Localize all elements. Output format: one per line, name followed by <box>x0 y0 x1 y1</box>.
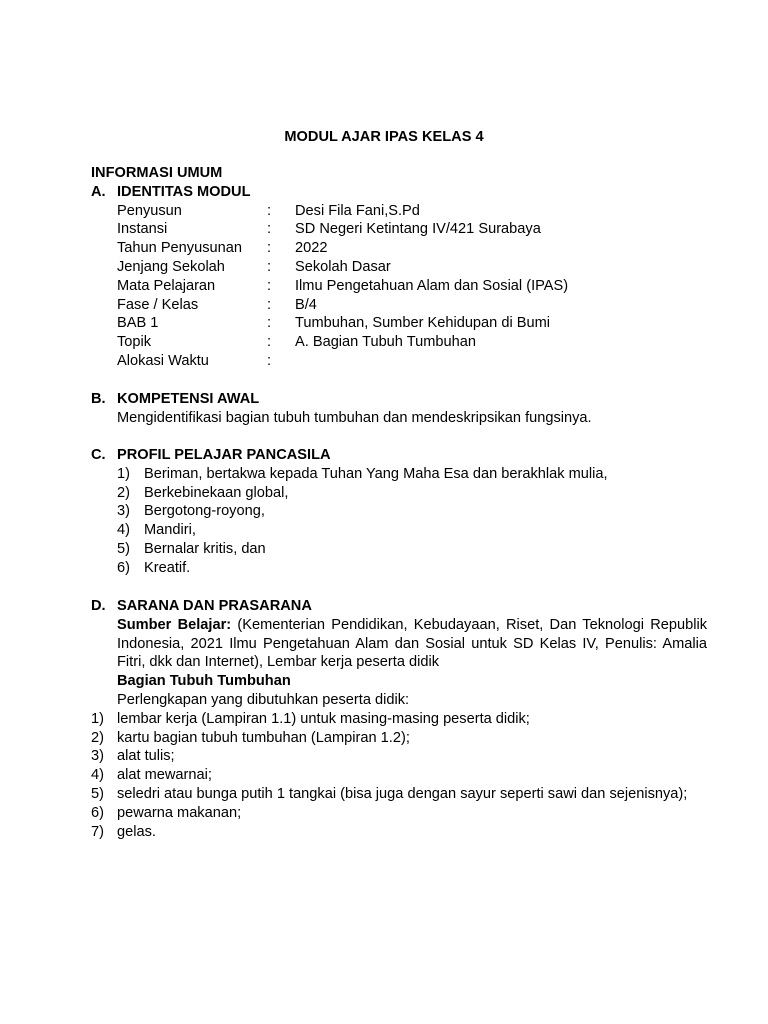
sumber-belajar-label: Sumber Belajar: <box>117 616 232 633</box>
list-item-text: seledri atau bunga putih 1 tangkai (bisa juga dengan sayur seperti sawi dan sejenisnya); <box>117 785 688 802</box>
section-a-title: IDENTITAS MODUL <box>117 183 251 200</box>
list-item-number: 5) <box>91 785 104 802</box>
list-item-number: 2) <box>91 729 104 746</box>
list-item <box>117 540 707 559</box>
identity-value: SD Negeri Ketintang IV/421 Surabaya <box>295 221 541 238</box>
section-d-letter: D. <box>91 598 106 614</box>
identity-value: Ilmu Pengetahuan Alam dan Sosial (IPAS) <box>295 277 569 294</box>
section-d-title: SARANA DAN PRASARANA <box>117 598 312 614</box>
list-item <box>91 747 707 766</box>
list-item <box>117 559 707 578</box>
list-item-text: pewarna makanan; <box>117 804 242 821</box>
list-item-number: 3) <box>91 748 104 765</box>
sarana-intro: Perlengkapan yang dibutuhkan peserta didik: <box>117 691 410 708</box>
list-item-number: 3) <box>117 503 130 520</box>
identity-label: Fase / Kelas <box>117 296 199 313</box>
list-item-text: Mandiri, <box>144 522 196 539</box>
identity-row <box>117 314 707 333</box>
section-identitas <box>91 164 707 371</box>
section-c-heading <box>91 446 707 465</box>
sumber-belajar-text: (Kementerian Pendidikan, Kebudayaan, Riset, Dan Teknologi Republik Indonesia, 2021 Ilmu Pengetahuan Alam dan Sosial untuk SD Kelas IV, Penulis: Amalia Fitri, dkk dan Internet), Lembar kerja peserta didik <box>117 616 707 671</box>
section-profil <box>91 446 707 578</box>
identity-colon: : <box>267 202 272 219</box>
identity-row <box>117 333 707 352</box>
identity-label: BAB 1 <box>117 315 159 332</box>
profile-list <box>91 465 707 578</box>
identity-label: Mata Pelajaran <box>117 277 216 294</box>
identity-label: Penyusun <box>117 202 182 219</box>
identity-colon: : <box>267 334 272 351</box>
list-item-text: Beriman, bertakwa kepada Tuhan Yang Maha Esa dan berakhlak mulia, <box>144 465 608 482</box>
list-item-text: Bernalar kritis, dan <box>144 540 266 557</box>
identity-row <box>117 220 707 239</box>
section-kompetensi <box>91 390 707 428</box>
list-item-number: 2) <box>117 484 130 501</box>
identity-label: Topik <box>117 334 152 351</box>
sumber-belajar-paragraph <box>117 616 707 672</box>
identity-table <box>91 202 707 371</box>
section-a-heading <box>91 183 707 202</box>
list-item <box>117 502 707 521</box>
identity-label: Alokasi Waktu <box>117 352 209 369</box>
list-item <box>117 521 707 540</box>
identity-colon: : <box>267 277 272 294</box>
section-b-heading <box>91 390 707 409</box>
section-b-title: KOMPETENSI AWAL <box>117 391 260 407</box>
list-item-text: Berkebinekaan global, <box>144 484 289 501</box>
identity-value: Desi Fila Fani,S.Pd <box>295 202 420 219</box>
list-item-number: 6) <box>117 559 130 576</box>
list-item-text: Kreatif. <box>144 559 191 576</box>
list-item <box>117 465 707 484</box>
list-item-number: 1) <box>91 710 104 727</box>
identity-colon: : <box>267 240 272 257</box>
identity-label: Tahun Penyusunan <box>117 240 242 257</box>
section-sarana <box>91 597 707 841</box>
list-item-text: gelas. <box>117 823 156 840</box>
page-title: MODUL AJAR IPAS KELAS 4 <box>284 129 484 145</box>
section-b-text: Mengidentifikasi bagian tubuh tumbuhan dan mendeskripsikan fungsinya. <box>117 409 592 426</box>
list-item-text: Bergotong-royong, <box>144 503 265 520</box>
identity-row <box>117 296 707 315</box>
list-item-number: 4) <box>117 522 130 539</box>
identity-colon: : <box>267 221 272 238</box>
identity-row <box>117 277 707 296</box>
sarana-list <box>91 710 707 842</box>
section-d-heading <box>91 597 707 616</box>
list-item <box>91 785 707 804</box>
identity-colon: : <box>267 315 272 332</box>
list-item-text: alat mewarnai; <box>117 767 212 784</box>
section-c-letter: C. <box>91 447 106 463</box>
section-c-title: PROFIL PELAJAR PANCASILA <box>117 447 331 463</box>
identity-row <box>117 258 707 277</box>
list-item-number: 6) <box>91 804 104 821</box>
list-item-text: lembar kerja (Lampiran 1.1) untuk masing-masing peserta didik; <box>117 710 530 727</box>
identity-colon: : <box>267 296 272 313</box>
identity-label: Jenjang Sekolah <box>117 258 225 275</box>
list-item <box>91 766 707 785</box>
list-item-text: kartu bagian tubuh tumbuhan (Lampiran 1.2); <box>117 729 410 746</box>
list-item <box>91 710 707 729</box>
identity-label: Instansi <box>117 221 168 238</box>
list-item-number: 4) <box>91 767 104 784</box>
list-item <box>91 729 707 748</box>
list-item-number: 5) <box>117 540 130 557</box>
identity-value: Sekolah Dasar <box>295 258 391 275</box>
identity-row <box>117 239 707 258</box>
identity-value: 2022 <box>295 240 328 257</box>
identity-value <box>295 352 707 371</box>
list-item-number: 1) <box>117 465 130 482</box>
identity-colon: : <box>267 258 272 275</box>
identity-row <box>117 352 707 371</box>
identity-value: A. Bagian Tubuh Tumbuhan <box>295 334 476 351</box>
identity-colon: : <box>267 352 272 369</box>
list-item <box>91 823 707 842</box>
section-b-letter: B. <box>91 391 106 407</box>
list-item <box>117 484 707 503</box>
identity-value: Tumbuhan, Sumber Kehidupan di Bumi <box>295 315 550 332</box>
identity-row <box>117 202 707 221</box>
list-item <box>91 804 707 823</box>
section-a-letter: A. <box>91 183 106 200</box>
identity-value: B/4 <box>295 296 317 313</box>
list-item-text: alat tulis; <box>117 748 175 765</box>
list-item-number: 7) <box>91 823 104 840</box>
sarana-subheading: Bagian Tubuh Tumbuhan <box>117 673 291 690</box>
info-heading: INFORMASI UMUM <box>91 165 223 181</box>
